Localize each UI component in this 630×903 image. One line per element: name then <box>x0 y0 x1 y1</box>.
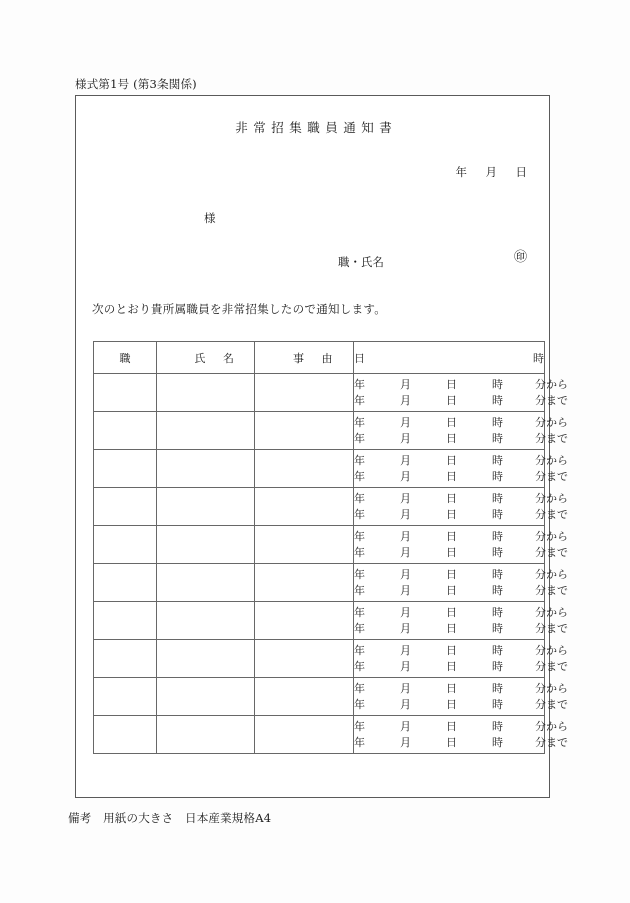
cell-name[interactable] <box>157 564 255 602</box>
cell-position[interactable] <box>94 526 157 564</box>
cell-reason[interactable] <box>255 678 354 716</box>
seal-stamp-icon: ㊞ <box>513 250 527 265</box>
datetime-to-month: 月 <box>400 507 411 521</box>
datetime-to <box>354 621 568 637</box>
cell-name[interactable] <box>157 450 255 488</box>
datetime-to-month: 月 <box>400 545 411 559</box>
cell-position[interactable] <box>94 716 157 754</box>
cell-position[interactable] <box>94 564 157 602</box>
datetime-to-tail: 分まで <box>535 659 568 673</box>
table-row <box>94 412 545 450</box>
notification-table <box>93 341 568 754</box>
datetime-to-day: 日 <box>446 507 457 521</box>
datetime-from-month: 月 <box>400 644 411 657</box>
cell-datetime-range[interactable] <box>354 526 568 564</box>
datetime-from-month: 月 <box>400 568 411 581</box>
datetime-from-year: 年 <box>354 378 365 391</box>
form-number-label: 様式第1号 (第3条関係) <box>75 77 197 91</box>
cell-datetime-range[interactable] <box>354 564 568 602</box>
datetime-to-day: 日 <box>446 697 457 711</box>
date-day-label: 日 <box>515 165 527 179</box>
datetime-to-year: 年 <box>354 393 365 407</box>
datetime-to <box>354 393 568 409</box>
datetime-to <box>354 545 568 561</box>
cell-position[interactable] <box>94 602 157 640</box>
datetime-from-hour: 時 <box>492 720 503 733</box>
datetime-from <box>354 567 568 583</box>
cell-datetime-range[interactable] <box>354 640 568 678</box>
datetime-to-tail: 分まで <box>535 393 568 407</box>
datetime-to-tail: 分まで <box>535 469 568 483</box>
datetime-to-month: 月 <box>400 735 411 749</box>
header-date-right: 時 <box>533 351 544 365</box>
cell-reason[interactable] <box>255 716 354 754</box>
cell-datetime-range[interactable] <box>354 374 568 412</box>
datetime-from-year: 年 <box>354 492 365 505</box>
datetime-to-year: 年 <box>354 431 365 445</box>
cell-datetime-range[interactable] <box>354 678 568 716</box>
table-row <box>94 488 545 526</box>
cell-position[interactable] <box>94 412 157 450</box>
datetime-to-tail: 分まで <box>535 735 568 749</box>
datetime-from <box>354 643 568 659</box>
datetime-to <box>354 697 568 713</box>
cell-reason[interactable] <box>255 640 354 678</box>
datetime-from <box>354 719 568 735</box>
datetime-from-tail: 分から <box>535 492 568 505</box>
datetime-from-year: 年 <box>354 454 365 467</box>
datetime-to-hour: 時 <box>492 393 503 407</box>
table-row <box>94 602 545 640</box>
cell-reason[interactable] <box>255 488 354 526</box>
header-date-left: 日 <box>354 351 365 365</box>
datetime-to-day: 日 <box>446 659 457 673</box>
cell-name[interactable] <box>157 526 255 564</box>
header-name-second: 名 <box>223 351 234 365</box>
datetime-to-day: 日 <box>446 735 457 749</box>
datetime-from-tail: 分から <box>535 378 568 391</box>
datetime-to-day: 日 <box>446 621 457 635</box>
datetime-to-year: 年 <box>354 469 365 483</box>
cell-datetime-range[interactable] <box>354 450 568 488</box>
datetime-from-day: 日 <box>446 378 457 391</box>
header-datetime <box>354 342 545 374</box>
datetime-from-tail: 分から <box>535 454 568 467</box>
datetime-from-hour: 時 <box>492 454 503 467</box>
datetime-to-month: 月 <box>400 697 411 711</box>
cell-name[interactable] <box>157 488 255 526</box>
datetime-from <box>354 529 568 545</box>
datetime-from-day: 日 <box>446 606 457 619</box>
table-row <box>94 716 545 754</box>
datetime-to-year: 年 <box>354 659 365 673</box>
datetime-from-tail: 分から <box>535 568 568 581</box>
datetime-from-year: 年 <box>354 644 365 657</box>
datetime-from-day: 日 <box>446 416 457 429</box>
cell-position[interactable] <box>94 488 157 526</box>
cell-datetime-range[interactable] <box>354 602 568 640</box>
datetime-from-month: 月 <box>400 492 411 505</box>
datetime-to <box>354 507 568 523</box>
table-row <box>94 526 545 564</box>
datetime-to-day: 日 <box>446 583 457 597</box>
datetime-to-month: 月 <box>400 621 411 635</box>
datetime-to-month: 月 <box>400 469 411 483</box>
datetime-from-day: 日 <box>446 644 457 657</box>
datetime-from-hour: 時 <box>492 416 503 429</box>
datetime-from <box>354 415 568 431</box>
cell-reason[interactable] <box>255 564 354 602</box>
datetime-to <box>354 583 568 599</box>
datetime-from-month: 月 <box>400 682 411 695</box>
datetime-from-tail: 分から <box>535 606 568 619</box>
cell-position[interactable] <box>94 450 157 488</box>
date-year-label: 年 <box>455 165 467 179</box>
page-frame <box>75 95 568 798</box>
datetime-to-month: 月 <box>400 393 411 407</box>
datetime-to-tail: 分まで <box>535 621 568 635</box>
datetime-from <box>354 681 568 697</box>
datetime-to-year: 年 <box>354 583 365 597</box>
header-reason <box>255 342 354 374</box>
datetime-from-hour: 時 <box>492 568 503 581</box>
datetime-from <box>354 377 568 393</box>
notification-table-wrapper <box>93 341 568 754</box>
datetime-from-day: 日 <box>446 720 457 733</box>
addressee-suffix-label: 様 <box>204 211 216 225</box>
datetime-to-hour: 時 <box>492 469 503 483</box>
datetime-to-hour: 時 <box>492 431 503 445</box>
notification-body-text: 次のとおり貴所属職員を非常招集したので通知します。 <box>92 302 387 316</box>
datetime-to <box>354 735 568 751</box>
cell-reason[interactable] <box>255 526 354 564</box>
cell-datetime-range[interactable] <box>354 716 568 754</box>
datetime-to-month: 月 <box>400 431 411 445</box>
cell-name[interactable] <box>157 640 255 678</box>
datetime-from-month: 月 <box>400 454 411 467</box>
table-header-row <box>94 342 545 374</box>
datetime-to-tail: 分まで <box>535 697 568 711</box>
signer-label: 職・氏名 <box>338 255 384 269</box>
datetime-from-hour: 時 <box>492 644 503 657</box>
cell-reason[interactable] <box>255 602 354 640</box>
datetime-to-tail: 分まで <box>535 545 568 559</box>
datetime-to-month: 月 <box>400 659 411 673</box>
header-name-first: 氏 <box>194 351 206 365</box>
datetime-to <box>354 659 568 675</box>
datetime-from-month: 月 <box>400 606 411 619</box>
datetime-from-tail: 分から <box>535 530 568 543</box>
datetime-from <box>354 605 568 621</box>
date-month-label: 月 <box>485 165 497 179</box>
datetime-from-month: 月 <box>400 720 411 733</box>
datetime-to-year: 年 <box>354 545 365 559</box>
datetime-to-hour: 時 <box>492 735 503 749</box>
datetime-from <box>354 491 568 507</box>
cell-name[interactable] <box>157 374 255 412</box>
datetime-from-day: 日 <box>446 492 457 505</box>
table-row <box>94 564 545 602</box>
datetime-from-month: 月 <box>400 530 411 543</box>
datetime-to-day: 日 <box>446 393 457 407</box>
datetime-from-hour: 時 <box>492 530 503 543</box>
date-line <box>456 164 528 180</box>
datetime-from-day: 日 <box>446 530 457 543</box>
cell-position[interactable] <box>94 640 157 678</box>
table-row <box>94 374 545 412</box>
table-row <box>94 678 545 716</box>
datetime-to-hour: 時 <box>492 621 503 635</box>
datetime-from-tail: 分から <box>535 416 568 429</box>
table-body <box>94 374 568 754</box>
datetime-from-year: 年 <box>354 720 365 733</box>
datetime-to-hour: 時 <box>492 659 503 673</box>
datetime-from-year: 年 <box>354 568 365 581</box>
datetime-to-tail: 分まで <box>535 431 568 445</box>
header-position: 職 <box>94 342 157 374</box>
datetime-to-hour: 時 <box>492 545 503 559</box>
datetime-from-hour: 時 <box>492 378 503 391</box>
datetime-to-hour: 時 <box>492 697 503 711</box>
cell-name[interactable] <box>157 602 255 640</box>
table-row <box>94 640 545 678</box>
datetime-from-tail: 分から <box>535 682 568 695</box>
datetime-to-year: 年 <box>354 697 365 711</box>
datetime-from-day: 日 <box>446 568 457 581</box>
cell-position[interactable] <box>94 678 157 716</box>
cell-position[interactable] <box>94 374 157 412</box>
datetime-to-hour: 時 <box>492 583 503 597</box>
datetime-to-year: 年 <box>354 735 365 749</box>
cell-name[interactable] <box>157 716 255 754</box>
datetime-from-hour: 時 <box>492 606 503 619</box>
datetime-to <box>354 431 568 447</box>
datetime-to-day: 日 <box>446 469 457 483</box>
cell-name[interactable] <box>157 412 255 450</box>
cell-datetime-range[interactable] <box>354 412 568 450</box>
header-reason-first: 事 <box>293 351 304 365</box>
datetime-to-tail: 分まで <box>535 507 568 521</box>
table-row <box>94 450 545 488</box>
cell-reason[interactable] <box>255 450 354 488</box>
datetime-to-day: 日 <box>446 431 457 445</box>
datetime-from-day: 日 <box>446 682 457 695</box>
datetime-from-year: 年 <box>354 682 365 695</box>
datetime-to-tail: 分まで <box>535 583 568 597</box>
datetime-from-day: 日 <box>446 454 457 467</box>
datetime-from <box>354 453 568 469</box>
datetime-to-day: 日 <box>446 545 457 559</box>
cell-reason[interactable] <box>255 374 354 412</box>
datetime-to-month: 月 <box>400 583 411 597</box>
cell-datetime-range[interactable] <box>354 488 568 526</box>
datetime-to-hour: 時 <box>492 507 503 521</box>
header-reason-second: 由 <box>321 351 333 365</box>
footer-note: 備考 用紙の大きさ 日本産業規格A4 <box>68 811 272 825</box>
datetime-from-year: 年 <box>354 416 365 429</box>
datetime-to <box>354 469 568 485</box>
datetime-from-month: 月 <box>400 416 411 429</box>
document-title: 非常招集職員通知書 <box>235 120 398 135</box>
datetime-from-year: 年 <box>354 606 365 619</box>
cell-name[interactable] <box>157 678 255 716</box>
header-name <box>157 342 255 374</box>
datetime-from-hour: 時 <box>492 492 503 505</box>
datetime-from-tail: 分から <box>535 720 568 733</box>
datetime-to-year: 年 <box>354 507 365 521</box>
cell-reason[interactable] <box>255 412 354 450</box>
datetime-from-hour: 時 <box>492 682 503 695</box>
datetime-from-year: 年 <box>354 530 365 543</box>
datetime-from-tail: 分から <box>535 644 568 657</box>
datetime-to-year: 年 <box>354 621 365 635</box>
datetime-from-month: 月 <box>400 378 411 391</box>
